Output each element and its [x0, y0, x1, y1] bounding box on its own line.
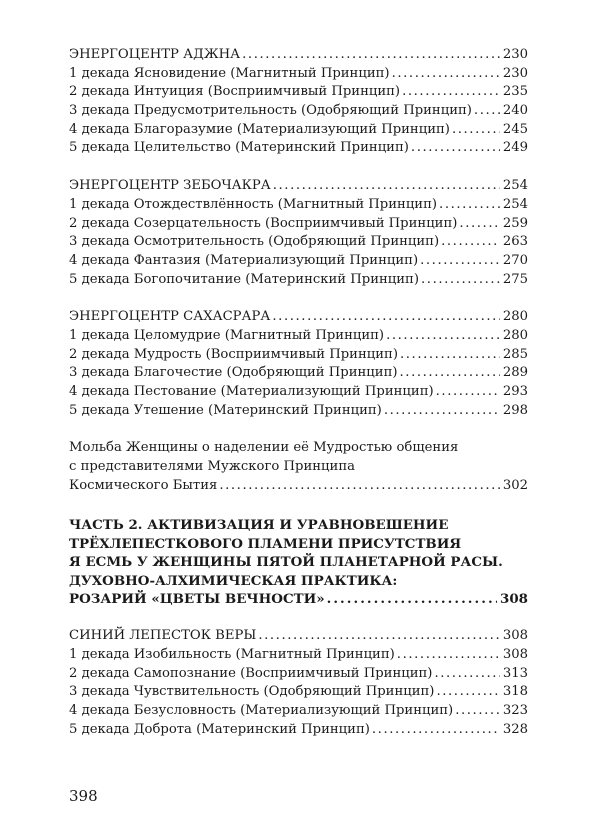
- toc-entry: 5 декада Доброта (Материнский Принцип) . . . 328: [69, 721, 528, 740]
- prayer-line: с представителями Мужского Принципа: [69, 459, 355, 475]
- toc-prayer-entry: [69, 439, 528, 495]
- toc-part-2: [69, 516, 528, 608]
- toc-entry: 3 декада Предусмотрительность (Одобряющий Принцип) . . . 240: [69, 102, 528, 121]
- toc-entry: 2 декада Мудрость (Восприимчивый Принцип) . . . 285: [69, 346, 528, 365]
- toc-entry: 2 декада Созерцательность (Восприимчивый Принцип) . . . 259: [69, 215, 528, 234]
- table-of-contents: [69, 46, 528, 759]
- toc-entry: 5 декада Целительство (Материнский Принцип) . . . 249: [69, 139, 528, 158]
- toc-entry: 3 декада Благочестие (Одобряющий Принцип) . . . 289: [69, 364, 528, 383]
- toc-entry: 5 декада Богопочитание (Материнский Принцип) . . . 275: [69, 271, 528, 290]
- toc-entry: 4 декада Пестование (Материализующий Принцип) . . . 293: [69, 383, 528, 402]
- toc-entry: 1 декада Целомудрие (Магнитный Принцип) . . . 280: [69, 327, 528, 346]
- toc-entry: 2 декада Интуиция (Восприимчивый Принцип) . . . 235: [69, 83, 528, 102]
- toc-entry: 2 декада Самопознание (Восприимчивый Принцип) . . . 313: [69, 665, 528, 684]
- toc-header: СИНИЙ ЛЕПЕСТОК ВЕРЫ . . . 308: [69, 627, 528, 646]
- toc-entry: 1 декада Ясновидение (Магнитный Принцип) . . . 230: [69, 65, 528, 84]
- prayer-line: Мольба Женщины о наделении её Мудростью общения: [69, 440, 459, 456]
- toc-entry: 1 декада Отождествлённость (Магнитный Принцип) . . . 254: [69, 196, 528, 215]
- toc-entry: 1 декада Изобильность (Магнитный Принцип) . . . 308: [69, 646, 528, 665]
- toc-section-zebochakra: [69, 177, 528, 289]
- part-title-line: ТРЁХЛЕПЕСТКОВОГО ПЛАМЕНИ ПРИСУТСТВИЯ: [69, 535, 462, 552]
- part-title-line: Я ЕСМЬ У ЖЕНЩИНЫ ПЯТОЙ ПЛАНЕТАРНОЙ РАСЫ.: [69, 554, 503, 571]
- page-number: 398: [69, 787, 98, 805]
- toc-entry: 5 декада Утешение (Материнский Принцип) . . . 298: [69, 402, 528, 421]
- part-title-last-line: РОЗАРИЙ «ЦВЕТЫ ВЕЧНОСТИ» . . . 308: [69, 590, 528, 608]
- toc-section-adzhna: [69, 46, 528, 158]
- toc-header: ЭНЕРГОЦЕНТР АДЖНА . . . 230: [69, 46, 528, 65]
- toc-header: ЭНЕРГОЦЕНТР ЗЕБОЧАКРА . . . 254: [69, 177, 528, 196]
- toc-entry: 4 декада Благоразумие (Материализующий Принцип) . . . 245: [69, 121, 528, 140]
- prayer-last-line: Космического Бытия . . . 302: [69, 477, 528, 496]
- toc-entry: 3 декада Осмотрительность (Одобряющий Принцип) . . . 263: [69, 233, 528, 252]
- toc-header: ЭНЕРГОЦЕНТР САХАСРАРА . . . 280: [69, 308, 528, 327]
- toc-section-sahasrara: [69, 308, 528, 420]
- toc-entry: 3 декада Чувствительность (Одобряющий Принцип) . . . 318: [69, 683, 528, 702]
- toc-section-blue-petal: [69, 627, 528, 739]
- part-title-line: ДУХОВНО-АЛХИМИЧЕСКАЯ ПРАКТИКА:: [69, 572, 398, 589]
- toc-entry: 4 декада Фантазия (Материализующий Принцип) . . . 270: [69, 252, 528, 271]
- part-title-line: ЧАСТЬ 2. АКТИВИЗАЦИЯ И УРАВНОВЕШЕНИЕ: [69, 517, 449, 534]
- toc-entry: 4 декада Безусловность (Материализующий Принцип) . . . 323: [69, 702, 528, 721]
